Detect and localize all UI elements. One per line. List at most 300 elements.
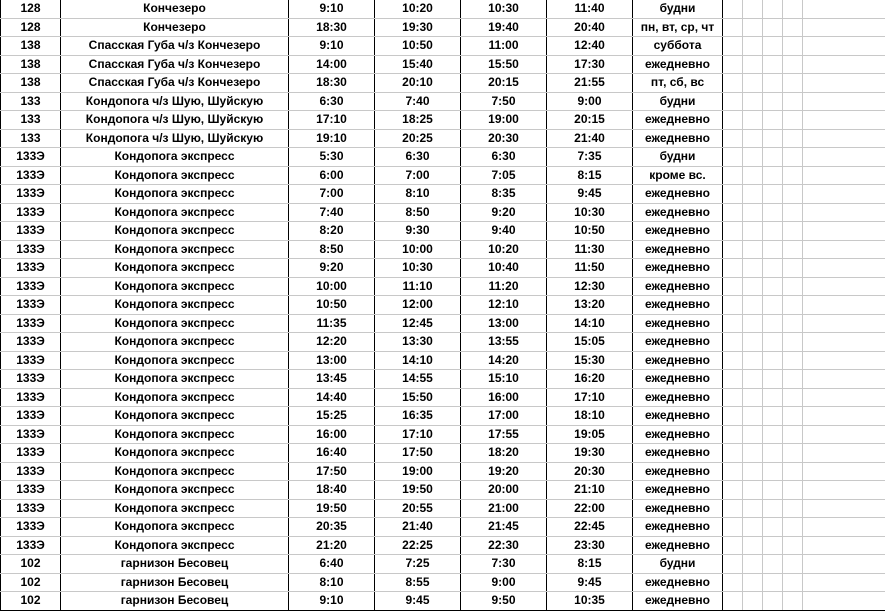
time-cell: 18:40 — [289, 481, 375, 500]
table-row — [1, 351, 885, 370]
empty-cell — [723, 314, 743, 333]
days-cell: ежедневно — [633, 407, 723, 426]
empty-cell — [763, 351, 783, 370]
table-row — [1, 481, 885, 500]
time-cell: 18:20 — [461, 444, 547, 463]
empty-cell — [783, 573, 803, 592]
time-cell: 8:15 — [547, 555, 633, 574]
empty-cell — [763, 259, 783, 278]
route-number-cell: 133Э — [1, 518, 61, 537]
time-cell: 9:45 — [547, 185, 633, 204]
table-row — [1, 462, 885, 481]
empty-cell — [783, 222, 803, 241]
empty-cell — [803, 351, 885, 370]
time-cell: 7:30 — [461, 555, 547, 574]
empty-cell — [723, 166, 743, 185]
empty-cell — [743, 148, 763, 167]
time-cell: 19:00 — [375, 462, 461, 481]
time-cell: 11:35 — [289, 314, 375, 333]
table-row — [1, 499, 885, 518]
days-cell: ежедневно — [633, 351, 723, 370]
destination-cell: Кондопога экспресс — [61, 518, 289, 537]
empty-cell — [763, 407, 783, 426]
route-number-cell: 128 — [1, 18, 61, 37]
empty-cell — [763, 333, 783, 352]
empty-cell — [783, 203, 803, 222]
time-cell: 8:55 — [375, 573, 461, 592]
destination-cell: Кондопога экспресс — [61, 259, 289, 278]
time-cell: 6:30 — [375, 148, 461, 167]
time-cell: 7:00 — [375, 166, 461, 185]
route-number-cell: 133 — [1, 129, 61, 148]
time-cell: 19:30 — [547, 444, 633, 463]
route-number-cell: 133Э — [1, 370, 61, 389]
time-cell: 13:55 — [461, 333, 547, 352]
empty-cell — [723, 592, 743, 611]
empty-cell — [723, 277, 743, 296]
time-cell: 9:10 — [289, 592, 375, 611]
days-cell: суббота — [633, 37, 723, 56]
empty-cell — [803, 296, 885, 315]
destination-cell: Кондопога экспресс — [61, 462, 289, 481]
time-cell: 6:00 — [289, 166, 375, 185]
empty-cell — [803, 55, 885, 74]
days-cell: ежедневно — [633, 518, 723, 537]
empty-cell — [743, 222, 763, 241]
time-cell: 10:20 — [375, 0, 461, 18]
time-cell: 15:50 — [375, 388, 461, 407]
destination-cell: Кондопога экспресс — [61, 388, 289, 407]
time-cell: 21:00 — [461, 499, 547, 518]
time-cell: 13:00 — [289, 351, 375, 370]
empty-cell — [803, 111, 885, 130]
empty-cell — [783, 333, 803, 352]
time-cell: 20:55 — [375, 499, 461, 518]
empty-cell — [763, 129, 783, 148]
destination-cell: Кондопога экспресс — [61, 222, 289, 241]
time-cell: 17:30 — [547, 55, 633, 74]
time-cell: 16:35 — [375, 407, 461, 426]
empty-cell — [723, 573, 743, 592]
time-cell: 17:10 — [289, 111, 375, 130]
time-cell: 10:50 — [375, 37, 461, 56]
time-cell: 7:50 — [461, 92, 547, 111]
destination-cell: гарнизон Бесовец — [61, 555, 289, 574]
time-cell: 19:20 — [461, 462, 547, 481]
empty-cell — [803, 370, 885, 389]
time-cell: 11:30 — [547, 240, 633, 259]
empty-cell — [803, 462, 885, 481]
table-row — [1, 277, 885, 296]
route-number-cell: 133Э — [1, 222, 61, 241]
destination-cell: гарнизон Бесовец — [61, 592, 289, 611]
empty-cell — [803, 407, 885, 426]
route-number-cell: 133Э — [1, 351, 61, 370]
empty-cell — [723, 0, 743, 18]
empty-cell — [803, 314, 885, 333]
time-cell: 12:10 — [461, 296, 547, 315]
table-row — [1, 444, 885, 463]
time-cell: 21:45 — [461, 518, 547, 537]
table-row — [1, 92, 885, 111]
route-number-cell: 133Э — [1, 388, 61, 407]
empty-cell — [743, 55, 763, 74]
destination-cell: Кондопога экспресс — [61, 203, 289, 222]
empty-cell — [723, 37, 743, 56]
empty-cell — [723, 481, 743, 500]
empty-cell — [723, 74, 743, 93]
time-cell: 19:30 — [375, 18, 461, 37]
time-cell: 11:00 — [461, 37, 547, 56]
table-row — [1, 296, 885, 315]
empty-cell — [763, 499, 783, 518]
time-cell: 22:25 — [375, 536, 461, 555]
days-cell: ежедневно — [633, 296, 723, 315]
time-cell: 17:00 — [461, 407, 547, 426]
empty-cell — [763, 18, 783, 37]
time-cell: 14:55 — [375, 370, 461, 389]
empty-cell — [763, 185, 783, 204]
destination-cell: Кондопога экспресс — [61, 499, 289, 518]
time-cell: 16:40 — [289, 444, 375, 463]
empty-cell — [743, 0, 763, 18]
time-cell: 15:30 — [547, 351, 633, 370]
empty-cell — [803, 222, 885, 241]
route-number-cell: 133Э — [1, 240, 61, 259]
route-number-cell: 133Э — [1, 314, 61, 333]
time-cell: 21:20 — [289, 536, 375, 555]
time-cell: 20:40 — [547, 18, 633, 37]
destination-cell: Кондопога экспресс — [61, 351, 289, 370]
destination-cell: Кондопога экспресс — [61, 481, 289, 500]
time-cell: 17:10 — [547, 388, 633, 407]
time-cell: 7:40 — [375, 92, 461, 111]
empty-cell — [723, 333, 743, 352]
destination-cell: Кондопога экспресс — [61, 407, 289, 426]
time-cell: 20:25 — [375, 129, 461, 148]
time-cell: 20:35 — [289, 518, 375, 537]
empty-cell — [743, 129, 763, 148]
destination-cell: Кондопога экспресс — [61, 333, 289, 352]
time-cell: 21:40 — [547, 129, 633, 148]
table-row — [1, 129, 885, 148]
route-number-cell: 138 — [1, 74, 61, 93]
table-row — [1, 185, 885, 204]
empty-cell — [743, 277, 763, 296]
time-cell: 19:10 — [289, 129, 375, 148]
empty-cell — [743, 462, 763, 481]
table-row — [1, 573, 885, 592]
empty-cell — [763, 481, 783, 500]
time-cell: 9:40 — [461, 222, 547, 241]
days-cell: ежедневно — [633, 129, 723, 148]
days-cell: будни — [633, 0, 723, 18]
destination-cell: Спасская Губа ч/з Кончезеро — [61, 74, 289, 93]
route-number-cell: 102 — [1, 555, 61, 574]
empty-cell — [743, 499, 763, 518]
time-cell: 7:00 — [289, 185, 375, 204]
time-cell: 9:00 — [461, 573, 547, 592]
empty-cell — [723, 55, 743, 74]
empty-cell — [743, 74, 763, 93]
time-cell: 8:20 — [289, 222, 375, 241]
table-row — [1, 111, 885, 130]
empty-cell — [743, 185, 763, 204]
days-cell: ежедневно — [633, 388, 723, 407]
empty-cell — [723, 536, 743, 555]
time-cell: 11:40 — [547, 0, 633, 18]
empty-cell — [743, 296, 763, 315]
table-row — [1, 314, 885, 333]
empty-cell — [743, 240, 763, 259]
destination-cell: Кондопога экспресс — [61, 425, 289, 444]
empty-cell — [783, 407, 803, 426]
empty-cell — [763, 592, 783, 611]
empty-cell — [723, 351, 743, 370]
route-number-cell: 138 — [1, 37, 61, 56]
days-cell: ежедневно — [633, 185, 723, 204]
route-number-cell: 133Э — [1, 185, 61, 204]
empty-cell — [783, 0, 803, 18]
empty-cell — [803, 92, 885, 111]
empty-cell — [803, 444, 885, 463]
time-cell: 22:00 — [547, 499, 633, 518]
destination-cell: Кондопога ч/з Шую, Шуйскую — [61, 111, 289, 130]
days-cell: ежедневно — [633, 55, 723, 74]
table-row — [1, 592, 885, 611]
time-cell: 10:30 — [461, 0, 547, 18]
time-cell: 8:50 — [289, 240, 375, 259]
time-cell: 10:30 — [375, 259, 461, 278]
table-row — [1, 166, 885, 185]
empty-cell — [743, 166, 763, 185]
empty-cell — [783, 370, 803, 389]
days-cell: ежедневно — [633, 370, 723, 389]
time-cell: 8:50 — [375, 203, 461, 222]
empty-cell — [803, 388, 885, 407]
empty-cell — [783, 296, 803, 315]
days-cell: ежедневно — [633, 444, 723, 463]
route-number-cell: 128 — [1, 0, 61, 18]
route-number-cell: 133Э — [1, 444, 61, 463]
destination-cell: Кондопога экспресс — [61, 277, 289, 296]
time-cell: 19:50 — [375, 481, 461, 500]
empty-cell — [723, 407, 743, 426]
days-cell: ежедневно — [633, 222, 723, 241]
time-cell: 8:35 — [461, 185, 547, 204]
empty-cell — [723, 388, 743, 407]
empty-cell — [803, 536, 885, 555]
empty-cell — [763, 111, 783, 130]
empty-cell — [763, 222, 783, 241]
empty-cell — [743, 536, 763, 555]
days-cell: ежедневно — [633, 333, 723, 352]
empty-cell — [783, 148, 803, 167]
route-number-cell: 133Э — [1, 277, 61, 296]
route-number-cell: 102 — [1, 592, 61, 611]
time-cell: 9:30 — [375, 222, 461, 241]
empty-cell — [743, 92, 763, 111]
empty-cell — [783, 185, 803, 204]
time-cell: 8:10 — [289, 573, 375, 592]
time-cell: 7:25 — [375, 555, 461, 574]
time-cell: 9:45 — [547, 573, 633, 592]
time-cell: 13:20 — [547, 296, 633, 315]
route-number-cell: 133Э — [1, 148, 61, 167]
time-cell: 11:20 — [461, 277, 547, 296]
time-cell: 9:10 — [289, 0, 375, 18]
time-cell: 23:30 — [547, 536, 633, 555]
empty-cell — [803, 185, 885, 204]
time-cell: 14:10 — [547, 314, 633, 333]
empty-cell — [783, 518, 803, 537]
destination-cell: Кондопога экспресс — [61, 166, 289, 185]
destination-cell: Кондопога экспресс — [61, 148, 289, 167]
table-row — [1, 37, 885, 56]
empty-cell — [783, 129, 803, 148]
empty-cell — [803, 481, 885, 500]
empty-cell — [803, 333, 885, 352]
empty-cell — [803, 499, 885, 518]
table-row — [1, 555, 885, 574]
empty-cell — [763, 462, 783, 481]
time-cell: 20:10 — [375, 74, 461, 93]
empty-cell — [763, 518, 783, 537]
empty-cell — [723, 240, 743, 259]
empty-cell — [723, 148, 743, 167]
empty-cell — [723, 18, 743, 37]
time-cell: 16:20 — [547, 370, 633, 389]
days-cell: ежедневно — [633, 481, 723, 500]
time-cell: 10:40 — [461, 259, 547, 278]
empty-cell — [723, 425, 743, 444]
time-cell: 14:40 — [289, 388, 375, 407]
empty-cell — [743, 333, 763, 352]
time-cell: 15:25 — [289, 407, 375, 426]
table-row — [1, 333, 885, 352]
time-cell: 15:50 — [461, 55, 547, 74]
days-cell: пт, сб, вс — [633, 74, 723, 93]
empty-cell — [743, 314, 763, 333]
empty-cell — [783, 18, 803, 37]
route-number-cell: 133Э — [1, 296, 61, 315]
empty-cell — [763, 573, 783, 592]
empty-cell — [783, 259, 803, 278]
days-cell: ежедневно — [633, 240, 723, 259]
time-cell: 20:30 — [461, 129, 547, 148]
time-cell: 14:20 — [461, 351, 547, 370]
empty-cell — [723, 92, 743, 111]
empty-cell — [743, 203, 763, 222]
empty-cell — [743, 425, 763, 444]
empty-cell — [743, 351, 763, 370]
empty-cell — [723, 296, 743, 315]
time-cell: 15:40 — [375, 55, 461, 74]
table-row — [1, 259, 885, 278]
empty-cell — [763, 166, 783, 185]
days-cell: будни — [633, 555, 723, 574]
route-number-cell: 133 — [1, 111, 61, 130]
empty-cell — [763, 37, 783, 56]
time-cell: 6:40 — [289, 555, 375, 574]
days-cell: кроме вс. — [633, 166, 723, 185]
time-cell: 19:50 — [289, 499, 375, 518]
route-number-cell: 133Э — [1, 166, 61, 185]
empty-cell — [763, 55, 783, 74]
empty-cell — [763, 314, 783, 333]
empty-cell — [723, 129, 743, 148]
empty-cell — [723, 370, 743, 389]
days-cell: ежедневно — [633, 277, 723, 296]
time-cell: 15:10 — [461, 370, 547, 389]
table-row — [1, 148, 885, 167]
time-cell: 20:00 — [461, 481, 547, 500]
time-cell: 17:10 — [375, 425, 461, 444]
time-cell: 12:45 — [375, 314, 461, 333]
empty-cell — [803, 518, 885, 537]
time-cell: 17:50 — [375, 444, 461, 463]
empty-cell — [743, 592, 763, 611]
time-cell: 14:00 — [289, 55, 375, 74]
empty-cell — [723, 111, 743, 130]
time-cell: 13:00 — [461, 314, 547, 333]
empty-cell — [723, 185, 743, 204]
empty-cell — [743, 444, 763, 463]
days-cell: ежедневно — [633, 259, 723, 278]
time-cell: 21:40 — [375, 518, 461, 537]
table-row — [1, 74, 885, 93]
destination-cell: Кондопога экспресс — [61, 444, 289, 463]
empty-cell — [803, 74, 885, 93]
time-cell: 20:15 — [461, 74, 547, 93]
empty-cell — [783, 111, 803, 130]
time-cell: 19:05 — [547, 425, 633, 444]
empty-cell — [763, 0, 783, 18]
time-cell: 13:30 — [375, 333, 461, 352]
time-cell: 12:00 — [375, 296, 461, 315]
destination-cell: Спасская Губа ч/з Кончезеро — [61, 37, 289, 56]
days-cell: ежедневно — [633, 203, 723, 222]
time-cell: 17:50 — [289, 462, 375, 481]
empty-cell — [783, 481, 803, 500]
empty-cell — [743, 259, 763, 278]
time-cell: 10:00 — [375, 240, 461, 259]
table-row — [1, 518, 885, 537]
destination-cell: Кондопога ч/з Шую, Шуйскую — [61, 92, 289, 111]
time-cell: 10:50 — [547, 222, 633, 241]
destination-cell: Кондопога экспресс — [61, 185, 289, 204]
empty-cell — [783, 388, 803, 407]
time-cell: 22:30 — [461, 536, 547, 555]
time-cell: 8:10 — [375, 185, 461, 204]
table-row — [1, 0, 885, 18]
empty-cell — [803, 259, 885, 278]
time-cell: 9:20 — [461, 203, 547, 222]
empty-cell — [783, 240, 803, 259]
empty-cell — [783, 166, 803, 185]
empty-cell — [783, 536, 803, 555]
time-cell: 9:45 — [375, 592, 461, 611]
empty-cell — [763, 240, 783, 259]
time-cell: 12:30 — [547, 277, 633, 296]
time-cell: 12:20 — [289, 333, 375, 352]
time-cell: 13:45 — [289, 370, 375, 389]
empty-cell — [783, 425, 803, 444]
empty-cell — [763, 203, 783, 222]
time-cell: 11:50 — [547, 259, 633, 278]
empty-cell — [763, 148, 783, 167]
time-cell: 18:25 — [375, 111, 461, 130]
